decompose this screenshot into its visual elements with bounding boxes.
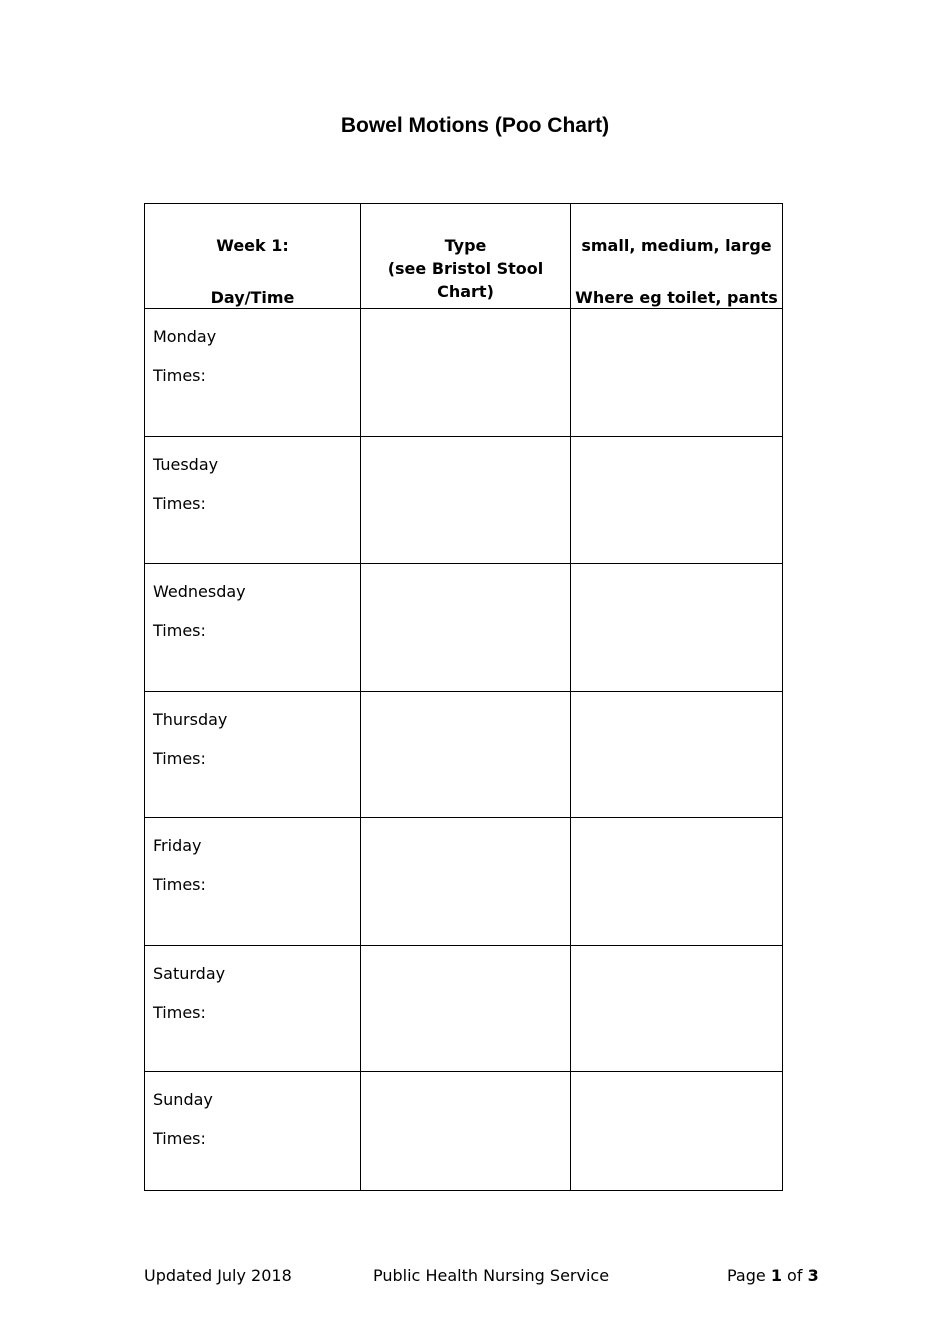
page-current: 1 [770,1266,782,1285]
day-cell[interactable] [145,564,361,692]
times-label: Times: [153,366,206,385]
day-label: Wednesday [153,582,246,601]
day-label: Friday [153,836,202,855]
times-label: Times: [153,875,206,894]
table-row [145,946,783,1072]
type-cell[interactable] [361,1072,571,1191]
type-cell[interactable] [361,946,571,1072]
header-size-label: small, medium, large [581,236,772,255]
header-day-time-label: Day/Time [210,288,295,307]
day-label: Thursday [153,710,228,729]
times-label: Times: [153,621,206,640]
table-row [145,1072,783,1191]
type-cell[interactable] [361,437,571,564]
footer-page-number [727,1266,819,1285]
size-where-cell[interactable] [571,692,783,818]
header-type-label: Type [444,236,487,255]
header-week-label: Week 1: [216,236,289,255]
header-size-where [571,204,783,309]
header-type [361,204,571,309]
day-label: Saturday [153,964,226,983]
size-where-cell[interactable] [571,564,783,692]
times-label: Times: [153,494,206,513]
day-cell[interactable] [145,818,361,946]
type-cell[interactable] [361,818,571,946]
day-cell[interactable] [145,309,361,437]
page-prefix: Page [727,1266,771,1285]
header-type-note: (see Bristol Stool Chart) [387,259,544,301]
page-of: of [781,1266,808,1285]
day-cell[interactable] [145,946,361,1072]
size-where-cell[interactable] [571,1072,783,1191]
table-row [145,437,783,564]
header-day-time [145,204,361,309]
table-row [145,309,783,437]
times-label: Times: [153,749,206,768]
day-label: Sunday [153,1090,213,1109]
table-row [145,692,783,818]
bowel-motions-table [144,203,783,1191]
table-row [145,564,783,692]
type-cell[interactable] [361,309,571,437]
page-title: Bowel Motions (Poo Chart) [340,114,610,137]
day-label: Tuesday [153,455,219,474]
footer-service: Public Health Nursing Service [373,1266,610,1285]
size-where-cell[interactable] [571,818,783,946]
size-where-cell[interactable] [571,437,783,564]
type-cell[interactable] [361,692,571,818]
day-cell[interactable] [145,692,361,818]
day-cell[interactable] [145,1072,361,1191]
size-where-cell[interactable] [571,309,783,437]
type-cell[interactable] [361,564,571,692]
table-header-row [145,204,783,309]
times-label: Times: [153,1129,206,1148]
header-where-label: Where eg toilet, pants [575,288,778,307]
day-label: Monday [153,327,217,346]
size-where-cell[interactable] [571,946,783,1072]
times-label: Times: [153,1003,206,1022]
footer-updated: Updated July 2018 [144,1266,292,1285]
page-total: 3 [807,1266,819,1285]
table-row [145,818,783,946]
day-cell[interactable] [145,437,361,564]
